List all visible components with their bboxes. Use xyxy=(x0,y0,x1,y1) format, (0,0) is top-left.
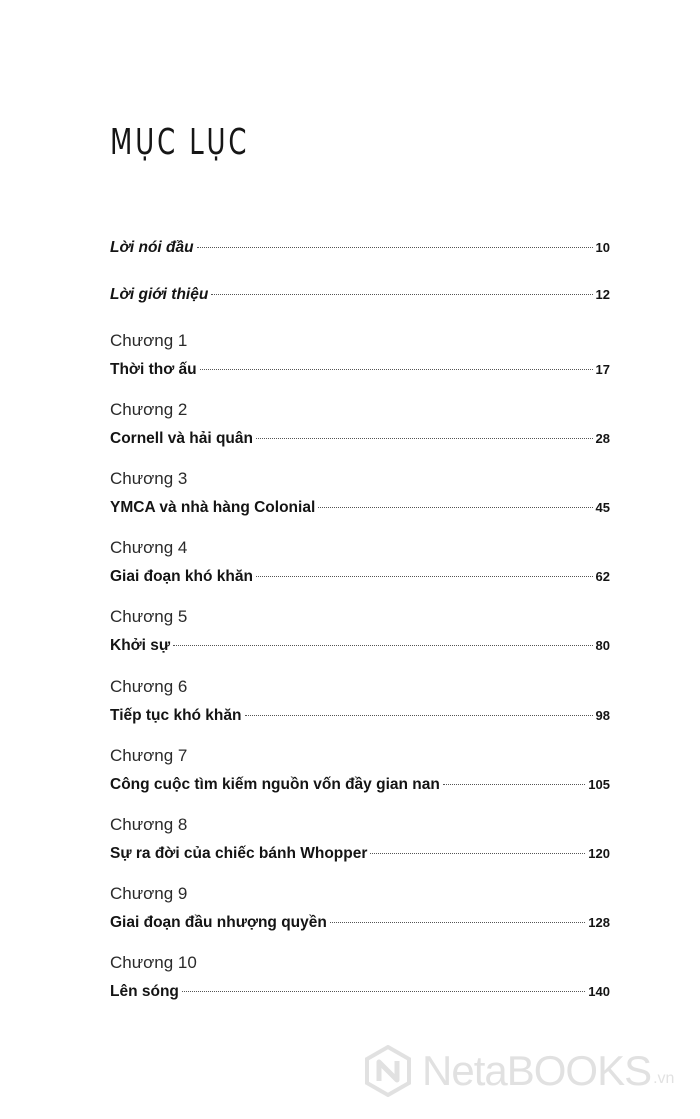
toc-entry-page-number: 128 xyxy=(588,915,610,930)
netabooks-watermark xyxy=(362,1045,674,1097)
chapter-label: Chương 7 xyxy=(110,746,188,765)
toc-entry-chapter-5[interactable] xyxy=(110,606,610,657)
toc-entry-chapter-10[interactable] xyxy=(110,952,610,1003)
dot-leader xyxy=(370,853,585,854)
toc-entry-chapter-9[interactable] xyxy=(110,883,610,934)
toc-entry-chapter-3[interactable] xyxy=(110,468,610,519)
toc-entry-chapter-1[interactable] xyxy=(110,330,610,381)
toc-entry-title: Tiếp tục khó khăn xyxy=(110,707,242,724)
chapter-label: Chương 9 xyxy=(110,884,188,903)
toc-entry-chapter-6[interactable] xyxy=(110,676,610,727)
watermark-suffix: .vn xyxy=(653,1070,675,1087)
toc-entry-foreword[interactable] xyxy=(110,237,610,259)
toc-entry-title: YMCA và nhà hàng Colonial xyxy=(110,499,316,516)
toc-entry-page-number: 140 xyxy=(588,984,610,999)
toc-entry-title: Khởi sự xyxy=(110,637,171,654)
toc-entry-chapter-2[interactable] xyxy=(110,399,610,450)
toc-entry-title: Công cuộc tìm kiếm nguồn vốn đầy gian nan xyxy=(110,776,440,793)
chapter-label: Chương 2 xyxy=(110,400,188,419)
toc-entry-title: Cornell và hải quân xyxy=(110,430,253,447)
toc-entry-title: Lời nói đầu xyxy=(110,239,194,256)
toc-entry-title: Giai đoạn khó khăn xyxy=(110,568,253,585)
dot-leader xyxy=(245,715,593,716)
toc-entry-introduction[interactable] xyxy=(110,284,610,306)
toc-entry-title: Giai đoạn đầu nhượng quyền xyxy=(110,914,327,931)
toc-entry-title: Lên sóng xyxy=(110,983,179,1000)
dot-leader xyxy=(256,438,593,439)
page-title: MỤC LỤC xyxy=(110,122,250,163)
toc-entry-page-number: 45 xyxy=(595,500,610,515)
chapter-label: Chương 10 xyxy=(110,953,197,972)
toc-entry-page-number: 120 xyxy=(588,846,610,861)
dot-leader xyxy=(318,507,592,508)
chapter-label: Chương 8 xyxy=(110,815,188,834)
toc-entry-page-number: 98 xyxy=(595,708,610,723)
toc-entry-title: Thời thơ ấu xyxy=(110,361,197,378)
toc-entry-page-number: 80 xyxy=(595,638,610,653)
toc-entry-page-number: 28 xyxy=(595,431,610,446)
chapter-label: Chương 6 xyxy=(110,677,188,696)
toc-entry-title: Sự ra đời của chiếc bánh Whopper xyxy=(110,845,368,862)
chapter-label: Chương 1 xyxy=(110,331,188,350)
dot-leader xyxy=(211,294,592,295)
toc-entry-chapter-4[interactable] xyxy=(110,537,610,588)
toc-entry-chapter-7[interactable] xyxy=(110,745,610,796)
netabooks-logo-icon xyxy=(362,1045,414,1097)
dot-leader xyxy=(256,576,593,577)
dot-leader xyxy=(330,922,585,923)
toc-entry-page-number: 105 xyxy=(588,777,610,792)
toc-entry-chapter-8[interactable] xyxy=(110,814,610,865)
watermark-text: NetaBOOKS xyxy=(422,1047,652,1094)
dot-leader xyxy=(182,991,585,992)
chapter-label: Chương 4 xyxy=(110,538,188,557)
toc-entry-page-number: 17 xyxy=(595,362,610,377)
toc-entry-page-number: 10 xyxy=(595,240,610,255)
dot-leader xyxy=(200,369,593,370)
toc-entry-page-number: 12 xyxy=(595,287,610,302)
chapter-label: Chương 3 xyxy=(110,469,188,488)
toc-entry-page-number: 62 xyxy=(595,569,610,584)
toc-entry-title: Lời giới thiệu xyxy=(110,286,209,303)
chapter-label: Chương 5 xyxy=(110,607,188,626)
dot-leader xyxy=(197,247,593,248)
dot-leader xyxy=(443,784,585,785)
dot-leader xyxy=(173,645,592,646)
